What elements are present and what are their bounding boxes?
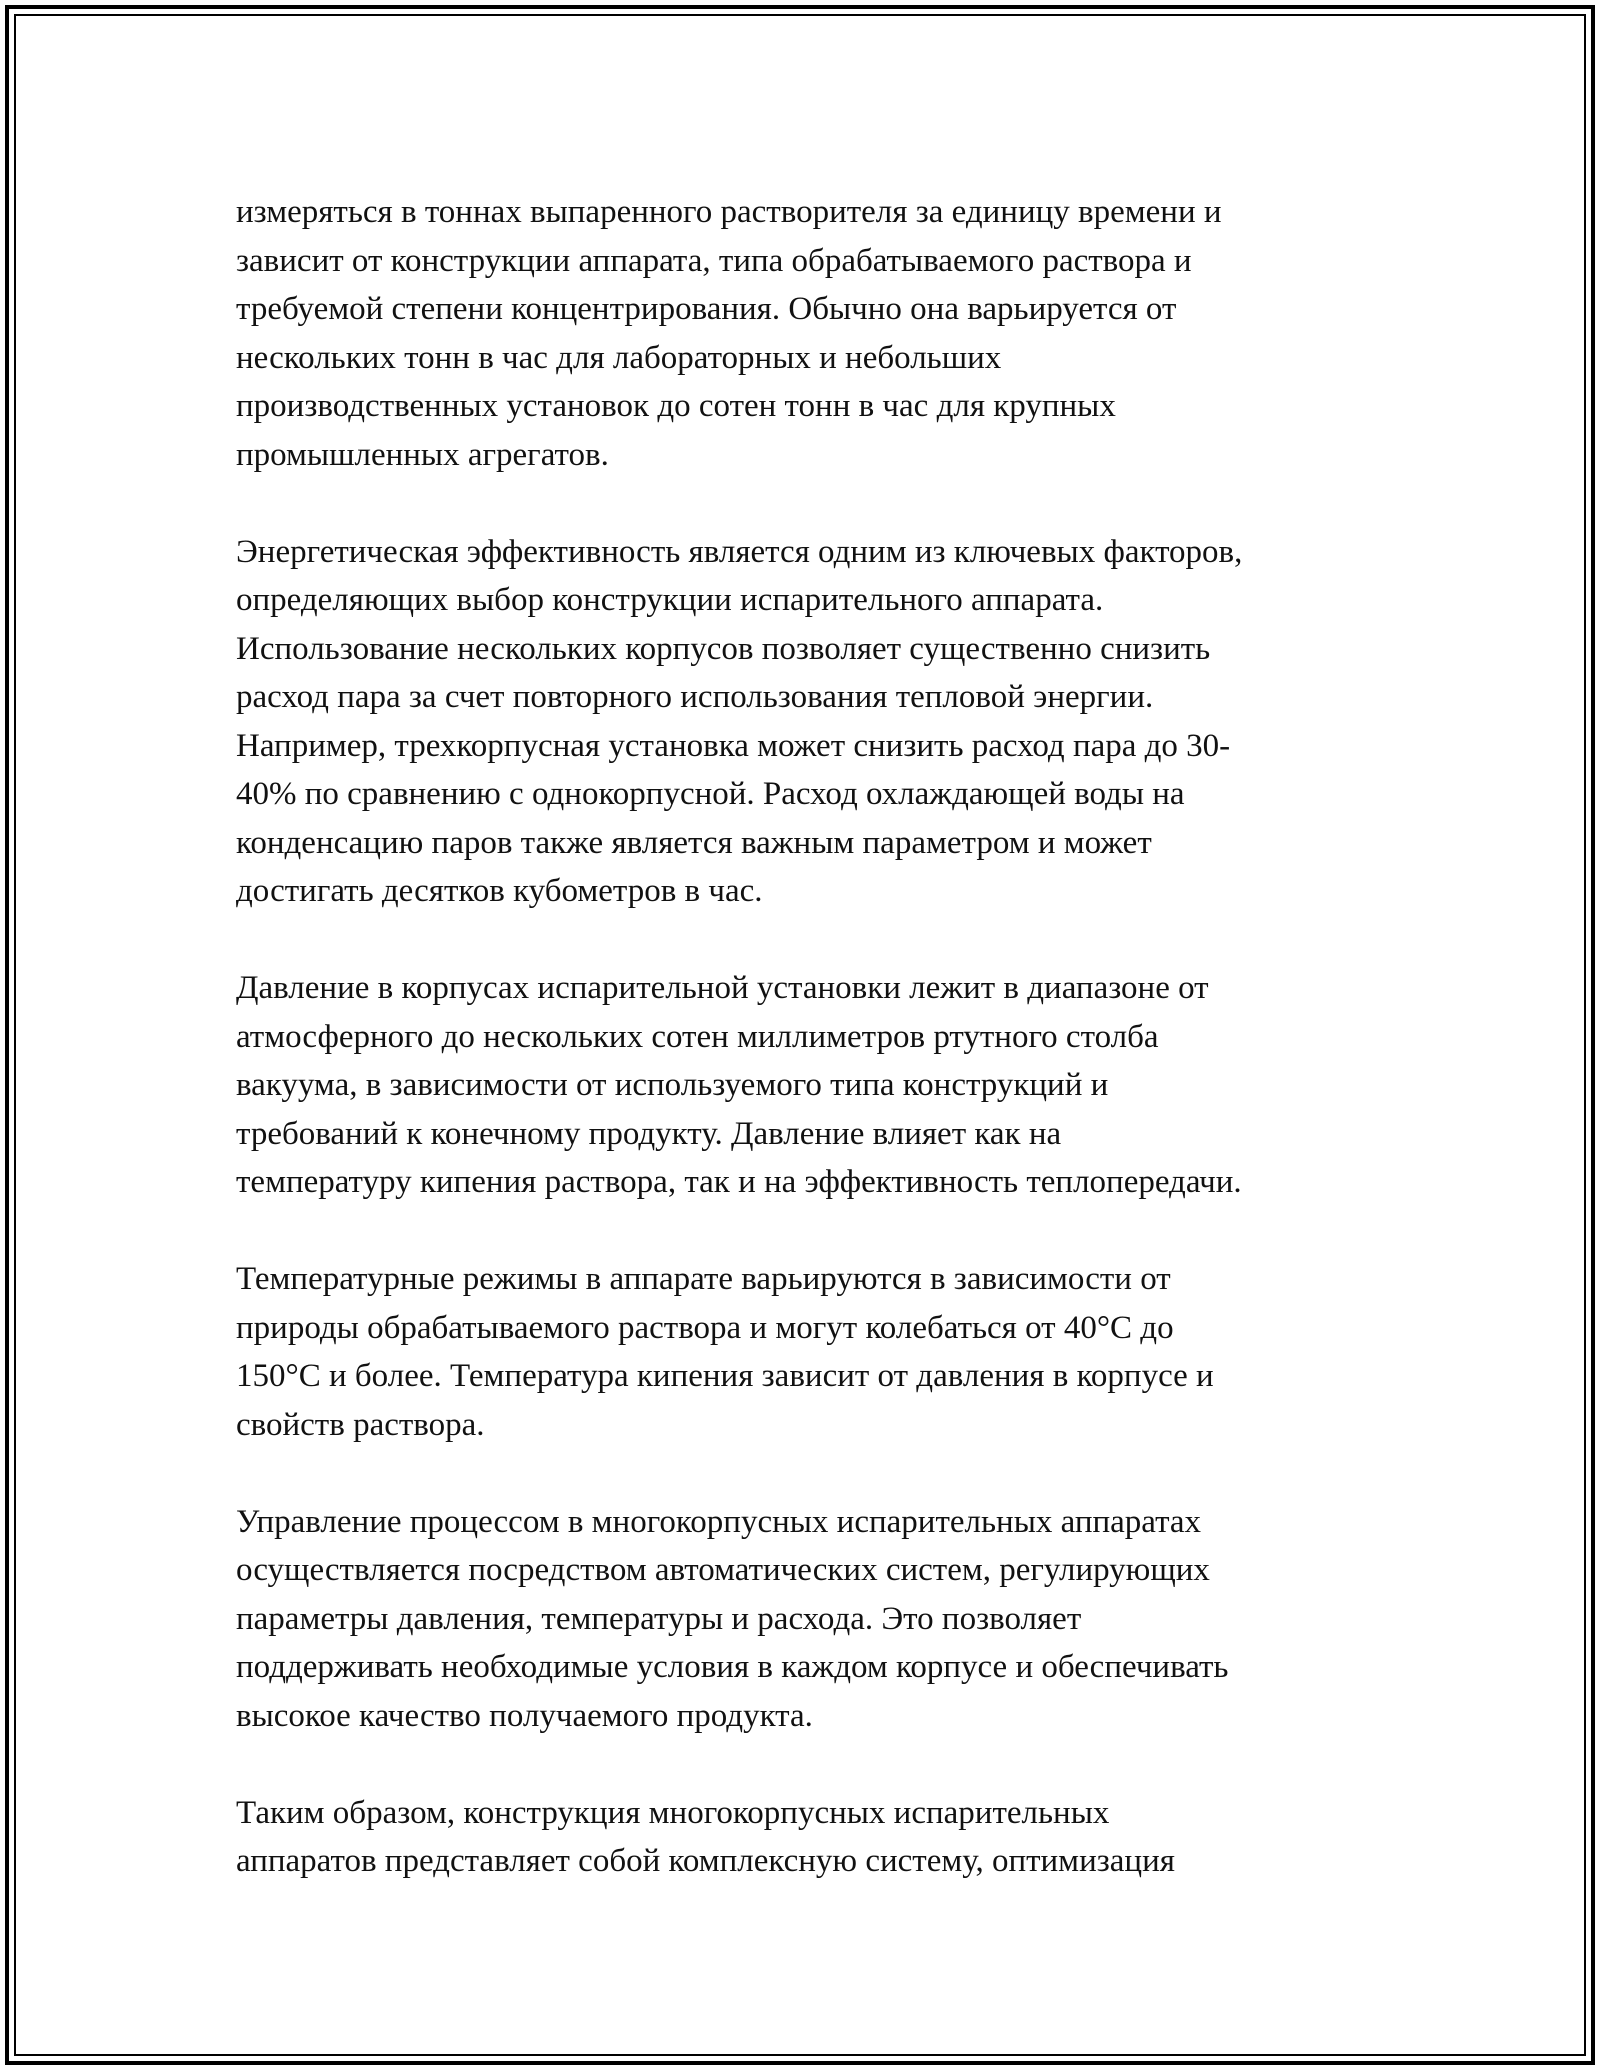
document-body [236,188,1376,1886]
paragraph-conclusion: Таким образом, конструкция многокорпусных испарительных аппаратов представляет собой комплексную систему, оптимизация [236,1794,1175,1879]
paragraph-pressure: Давление в корпусах испарительной установки лежит в диапазоне от атмосферного до нескольких сотен миллиметров ртутного столба вакуума, в зависимости от используемого типа конструкций и требований к конечному продукту. Давление влияет как на температуру кипения раствора, так и на эффективность теплопередачи. [236,970,1242,1200]
paragraph-temperature: Температурные режимы в аппарате варьируются в зависимости от природы обрабатываемого раствора и могут колебаться от 40°C до 150°C и более. Температура кипения зависит от давления в корпусе и свойств раствора. [236,1261,1214,1443]
paragraph-energy-efficiency: Энергетическая эффективность является одним из ключевых факторов, определяющих выбор конструкции испарительного аппарата. Использование нескольких корпусов позволяет существенно снизить расход пара за счет повторного использования тепловой энергии. Например, трехкорпусная установка может снизить расход пара до 30- 40% по сравнению с однокорпусной. Расход охлаждающей воды на конденсацию паров также является важным параметром и может достигать десятков кубометров в час. [236,533,1243,909]
paragraph-process-control: Управление процессом в многокорпусных испарительных аппаратах осуществляется посредством автоматических систем, регулирующих параметры давления, температуры и расхода. Это позволяет поддерживать необходимые условия в каждом корпусе и обеспечивать высокое качество получаемого продукта. [236,1503,1229,1734]
paragraph-capacity: измеряться в тоннах выпаренного растворителя за единицу времени и зависит от конструкции аппарата, типа обрабатываемого раствора и требуемой степени концентрирования. Обычно она варьируется от нескольких тонн в час для лабораторных и небольших производственных установок до сотен тонн в час для крупных промышленных агрегатов. [236,194,1222,473]
